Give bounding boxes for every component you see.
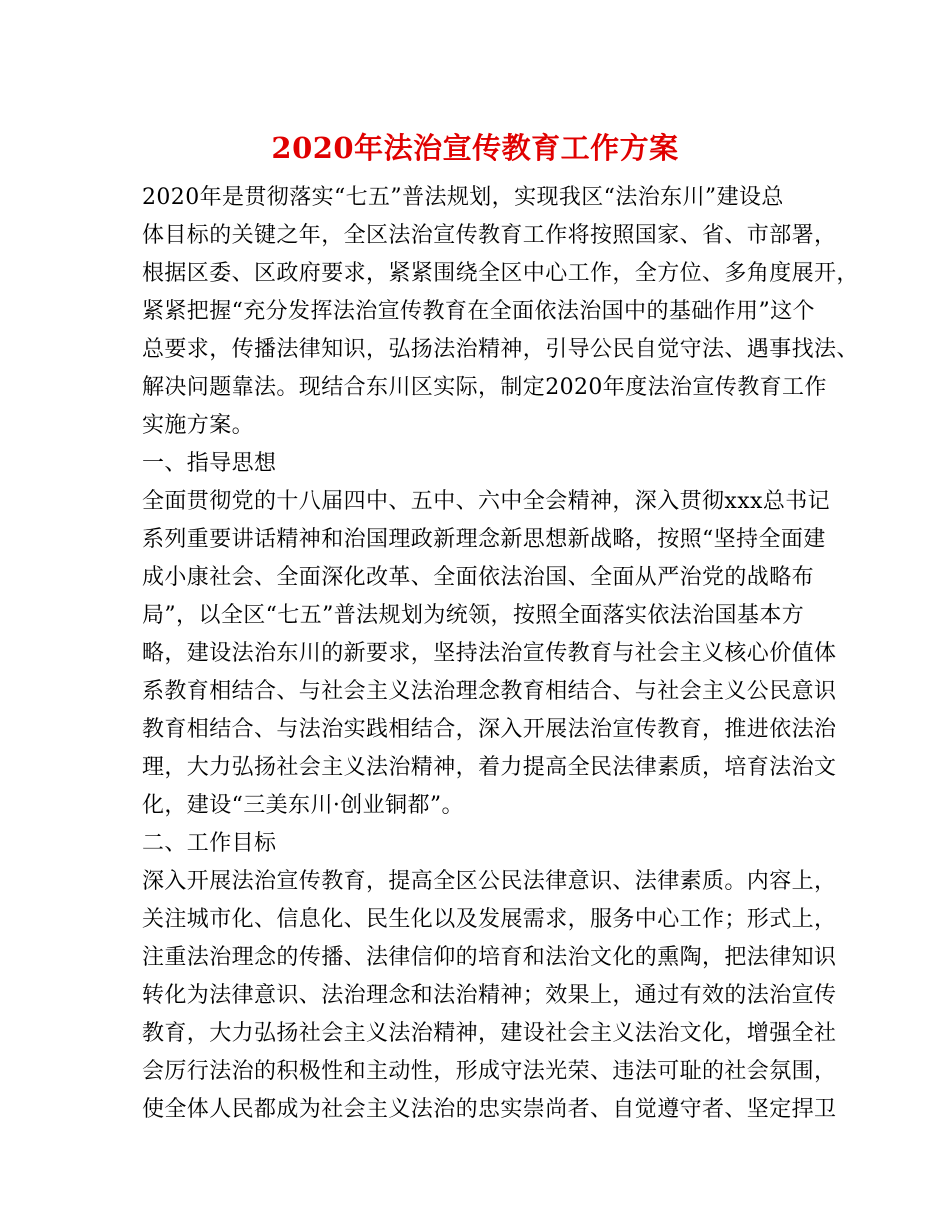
document-title: 2020年法治宣传教育工作方案 [271, 131, 679, 165]
body-line: 全面贯彻党的十八届四中、五中、六中全会精神，深入贯彻xxx总书记 [142, 489, 831, 514]
body-line: 注重法治理念的传播、法律信仰的培育和法治文化的熏陶，把法律知识 [142, 945, 837, 970]
body-line: 2020年是贯彻落实“七五”普法规划，实现我区“法治东川”建设总 [142, 185, 784, 210]
body-line: 使全体人民都成为社会主义法治的忠实崇尚者、自觉遵守者、坚定捍卫 [142, 1097, 837, 1122]
body-line: 系教育相结合、与社会主义法治理念教育相结合、与社会主义公民意识 [142, 679, 837, 704]
body-line: 总要求，传播法律知识，弘扬法治精神，引导公民自觉守法、遇事找法、 [142, 337, 859, 362]
body-line: 化，建设“三美东川·创业铜都”。 [142, 793, 464, 818]
body-line: 教育，大力弘扬社会主义法治精神，建设社会主义法治文化，增强全社 [142, 1021, 837, 1046]
body-line: 略，建设法治东川的新要求，坚持法治宣传教育与社会主义核心价值体 [142, 641, 837, 666]
body-line: 理，大力弘扬社会主义法治精神，着力提高全民法律素质，培育法治文 [142, 755, 837, 780]
body-line: 转化为法律意识、法治理念和法治精神；效果上，通过有效的法治宣传 [142, 983, 837, 1008]
body-line: 实施方案。 [142, 413, 255, 438]
body-line: 局”，以全区“七五”普法规划为统领，按照全面落实依法治国基本方 [142, 603, 805, 628]
section-heading-guiding-thought: 一、指导思想 [142, 451, 277, 476]
body-line: 体目标的关键之年，全区法治宣传教育工作将按照国家、省、市部署， [142, 223, 837, 248]
body-line: 紧紧把握“充分发挥法治宣传教育在全面依法治国中的基础作用”这个 [142, 299, 815, 324]
body-line: 根据区委、区政府要求，紧紧围绕全区中心工作，全方位、多角度展开， [142, 261, 859, 286]
document-body [142, 179, 862, 1129]
body-line: 成小康社会、全面深化改革、全面依法治国、全面从严治党的战略布 [142, 565, 815, 590]
body-line: 教育相结合、与法治实践相结合，深入开展法治宣传教育，推进依法治 [142, 717, 837, 742]
body-line: 解决问题靠法。现结合东川区实际，制定2020年度法治宣传教育工作 [142, 375, 827, 400]
body-line: 关注城市化、信息化、民生化以及发展需求，服务中心工作；形式上， [142, 907, 837, 932]
body-line: 系列重要讲话精神和治国理政新理念新思想新战略，按照“坚持全面建 [142, 527, 826, 552]
body-line: 深入开展法治宣传教育，提高全区公民法律意识、法律素质。内容上， [142, 869, 837, 894]
section-heading-work-goals: 二、工作目标 [142, 831, 277, 856]
body-line: 会厉行法治的积极性和主动性，形成守法光荣、违法可耻的社会氛围， [142, 1059, 837, 1084]
